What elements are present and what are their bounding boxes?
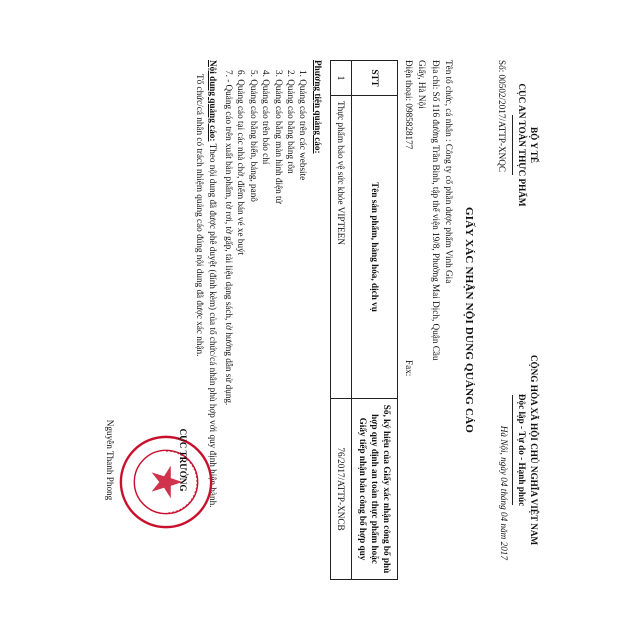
signer-title: CỤC TRƯỞNG — [177, 428, 188, 492]
org-address: Địa chỉ: Số 116 đường Trần Bình, tập thể viện 19/8, Phường Mai Dịch, Quận Cầu — [430, 60, 441, 361]
media-list — [222, 70, 309, 580]
cell-stt: 1 — [330, 61, 351, 96]
table-header-row — [352, 61, 398, 580]
content-label: Nội dung quảng cáo: — [208, 60, 219, 142]
signer-name: Nguyễn Thanh Phong — [105, 419, 116, 501]
issue-date: Hà Nội, ngày 04 tháng 04 năm 2017 — [499, 425, 510, 560]
cell-product: Thực phẩm bảo vệ sức khỏe VIPTEEN — [330, 96, 351, 399]
list-item: 6. Quảng cáo tại các nhà chờ, điểm bán vé xe buýt — [236, 70, 247, 256]
document-title: GIẤY XÁC NHẬN NỘI DUNG QUẢNG CÁO — [463, 207, 475, 433]
media-heading: Phương tiện quảng cáo: — [312, 60, 323, 154]
document-header — [482, 60, 540, 580]
table-row — [330, 61, 351, 580]
national-header — [498, 320, 540, 580]
cell-cert: 76/2017/ATTP-XNCB — [330, 399, 351, 580]
list-item: 4. Quảng cáo trên báo chí — [261, 70, 272, 165]
list-item: 3. Quảng cáo bằng màn hình điện tử — [273, 70, 284, 204]
issuer-block — [510, 70, 540, 220]
signature-block — [104, 370, 189, 550]
document-number: Số: 00502/2017/ATTP-XNQC — [497, 60, 507, 173]
motto: Độc lập - Tự do - Hạnh phúc — [516, 393, 527, 507]
org-address-cont: Giấy, Hà Nội — [417, 60, 428, 109]
product-table — [330, 60, 399, 580]
agency-name: CỤC AN TOÀN THỰC PHẨM — [516, 83, 527, 207]
motto-rule — [512, 395, 513, 505]
org-fax: Fax: — [403, 360, 414, 377]
list-item: 2. Quảng cáo bằng băng rôn — [285, 70, 296, 174]
col-product: Tên sản phẩm, hàng hóa, dịch vụ — [352, 96, 398, 399]
responsibility-text: Tổ chức/cá nhân có trách nhiệm quảng cáo đúng nội dung đã được xác nhận. — [194, 74, 205, 357]
content-text: Theo nội dung đã được phê duyệt (đính kèm) của tổ chức/cá nhân phù hợp với quy định hiện hành. — [208, 143, 219, 508]
list-item: 5. Quảng cáo bằng biển, bảng, panô — [248, 70, 259, 202]
country-name: CỘNG HÒA XÃ HỘI CHỦ NGHĨA VIỆT NAM — [529, 354, 539, 546]
list-item: 1. Quảng cáo trên các website — [298, 70, 309, 181]
org-contact — [402, 60, 414, 580]
signature-space — [116, 370, 176, 550]
list-item: 7. - Quảng cáo trên xuất bản phẩm, tờ rơi, tờ gấp, tài liệu dạng sách, tờ hướng dẫn sử dụng. — [223, 70, 234, 406]
ministry-name: BỘ Y TẾ — [529, 127, 539, 163]
issuer-rule — [512, 115, 513, 175]
document — [100, 60, 540, 580]
org-name: Tên tổ chức, cá nhân : Công ty cổ phần dược phẩm Vinh Gia — [444, 60, 455, 284]
col-stt: STT — [352, 61, 398, 96]
org-phone: Điện thoại: 0985828177 — [403, 60, 414, 150]
col-cert: Số, ký hiệu của Giấy xác nhận công bố phù hợp quy định an toàn thực phẩm hoặc Giấy tiếp nhận bản công bố hợp quy — [352, 399, 398, 580]
